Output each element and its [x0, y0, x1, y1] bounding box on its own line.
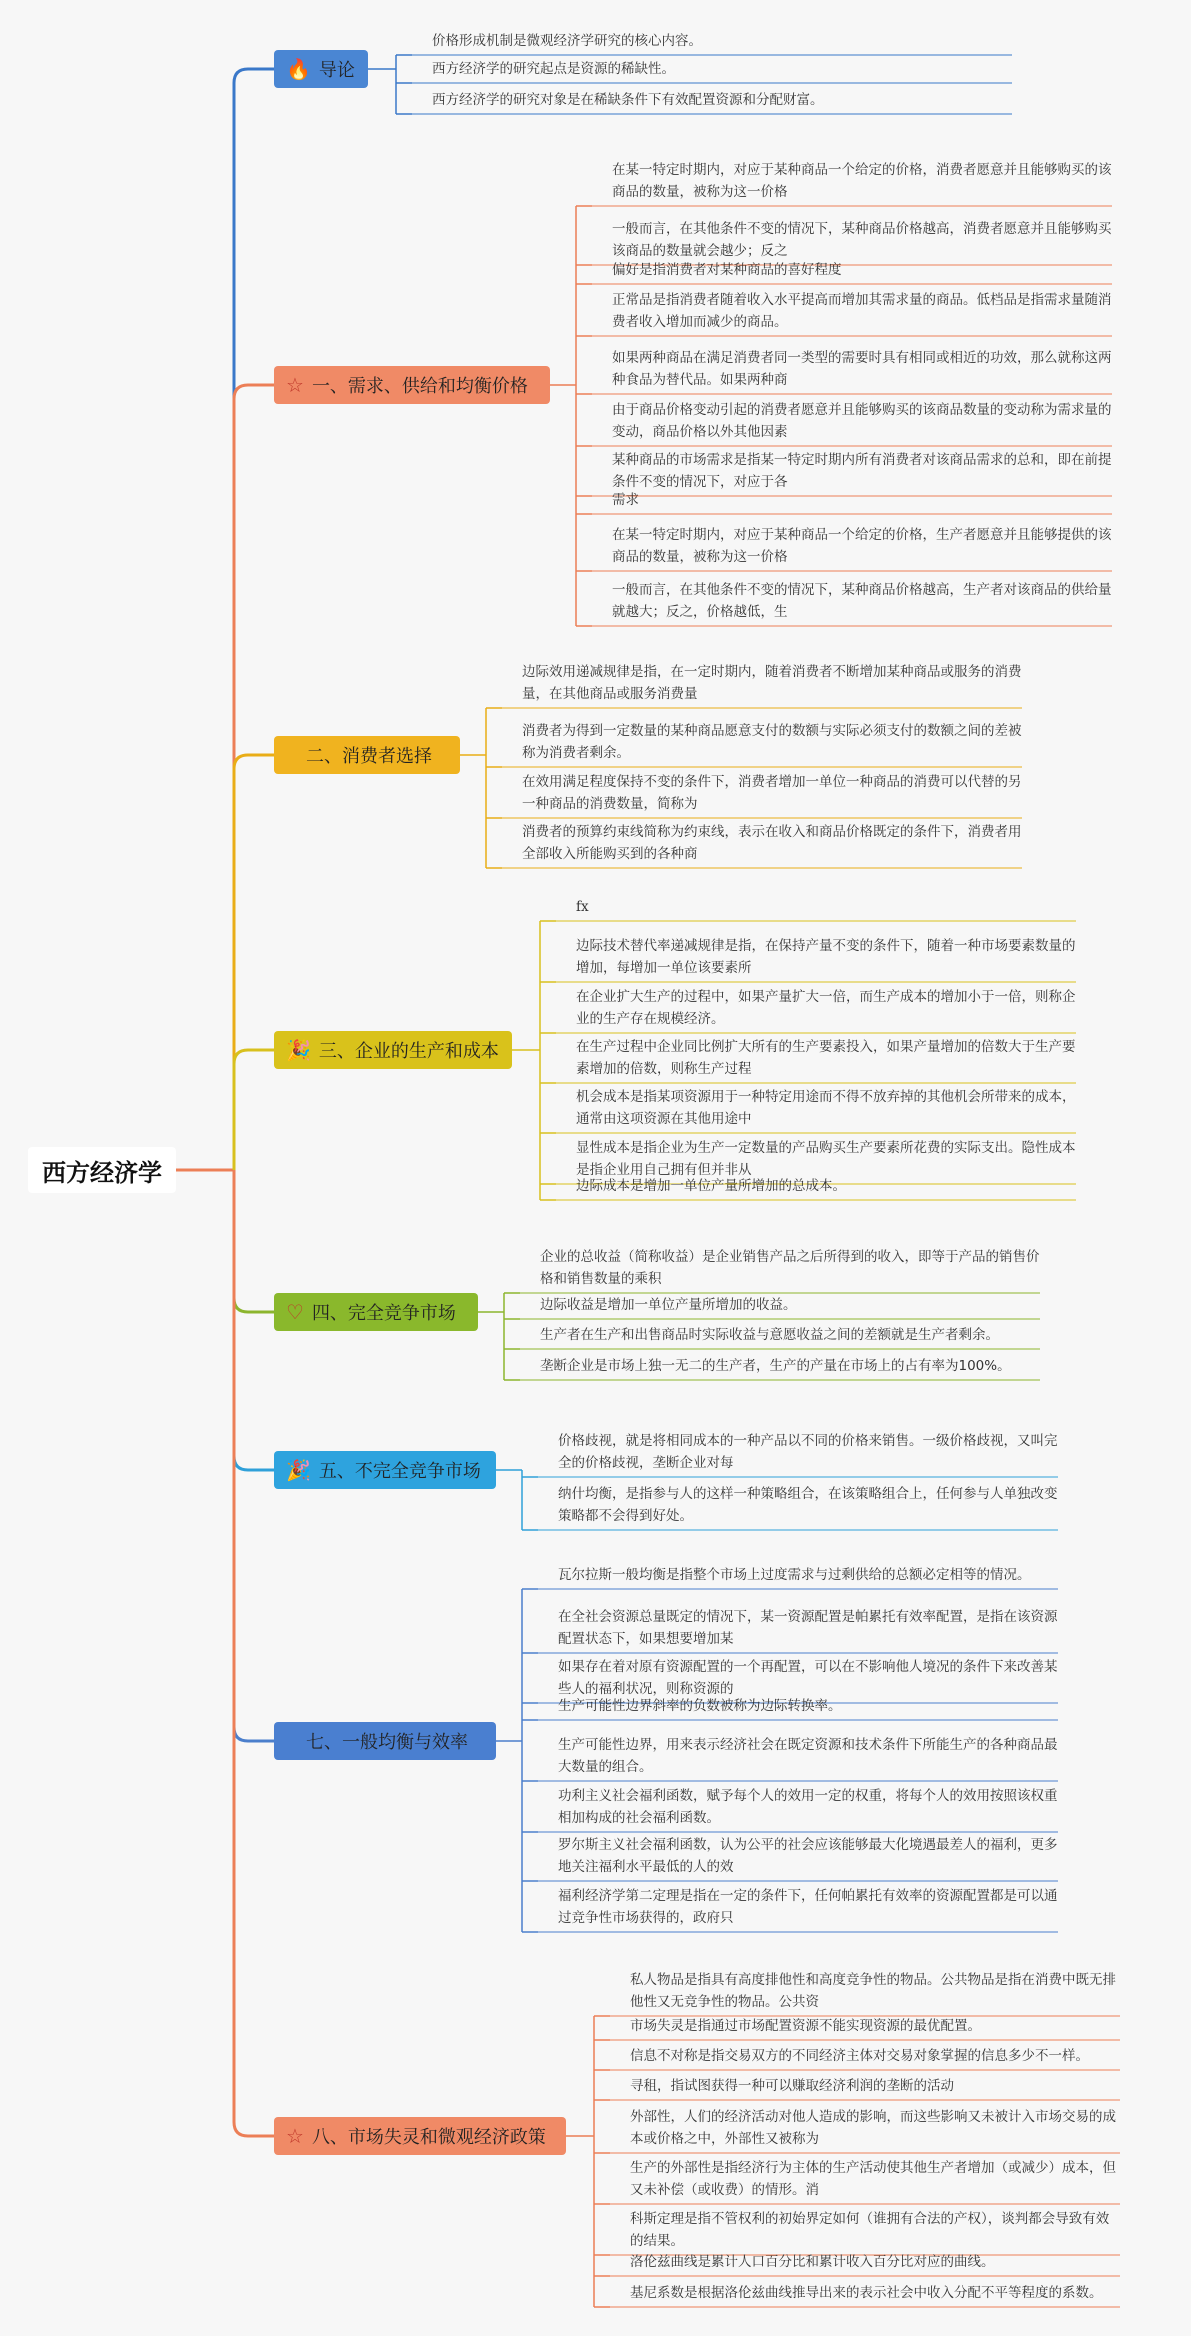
leaf-item[interactable]: 功利主义社会福利函数，赋予每个人的效用一定的权重，将每个人的效用按照该权重相加构成的社会福利函数。 [558, 1788, 1058, 1826]
leaf-item[interactable]: 在效用满足程度保持不变的条件下，消费者增加一单位一种商品的消费可以代替的另一种商品的消费数量，简称为 [522, 774, 1022, 812]
leaf-item[interactable]: 边际效用递减规律是指，在一定时期内，随着消费者不断增加某种商品或服务的消费量，在其他商品或服务消费量 [522, 664, 1022, 702]
leaf-item[interactable]: 生产的外部性是指经济行为主体的生产活动使其他生产者增加（或减少）成本，但又未补偿（或收费）的情形。消 [630, 2160, 1116, 2198]
leaf-item[interactable]: 一般而言，在其他条件不变的情况下，某种商品价格越高，消费者愿意并且能够购买该商品的数量就会越少；反之 [612, 221, 1112, 259]
leaf-item[interactable]: 基尼系数是根据洛伦兹曲线推导出来的表示社会中收入分配不平等程度的系数。 [630, 2285, 1103, 2301]
leaf-item[interactable]: 在生产过程中企业同比例扩大所有的生产要素投入，如果产量增加的倍数大于生产要素增加的倍数，则称生产过程 [576, 1039, 1076, 1077]
party-popper-icon: 🎉 [286, 1038, 311, 1062]
leaf-item[interactable]: 外部性，人们的经济活动对他人造成的影响，而这些影响又未被计入市场交易的成本或价格之中，外部性又被称为 [630, 2109, 1116, 2147]
leaf-item[interactable]: 信息不对称是指交易双方的不同经济主体对交易对象掌握的信息多少不一样。 [630, 2048, 1089, 2064]
leaf-item[interactable]: 价格形成机制是微观经济学研究的核心内容。 [432, 33, 702, 49]
branch-label: 三、企业的生产和成本 [318, 1041, 499, 1062]
leaf-item[interactable]: 显性成本是指企业为生产一定数量的产品购买生产要素所花费的实际支出。隐性成本是指企业用自己拥有但并非从 [576, 1140, 1076, 1178]
branch-node[interactable] [274, 1031, 512, 1069]
branch-node[interactable] [274, 366, 550, 404]
heart-icon: ♡ [286, 1300, 304, 1324]
branch-label: 五、不完全竞争市场 [318, 1461, 481, 1482]
star-icon: ☆ [286, 2124, 304, 2148]
leaf-item[interactable]: 在企业扩大生产的过程中，如果产量扩大一倍，而生产成本的增加小于一倍，则称企业的生产存在规模经济。 [576, 989, 1076, 1027]
leaf-item[interactable]: 正常品是指消费者随着收入水平提高而增加其需求量的商品。低档品是指需求量随消费者收入增加而减少的商品。 [612, 292, 1112, 330]
leaf-item[interactable]: 科斯定理是指不管权利的初始界定如何（谁拥有合法的产权），谈判都会导致有效的结果。 [630, 2211, 1110, 2249]
leaf-item[interactable]: 生产者在生产和出售商品时实际收益与意愿收益之间的差额就是生产者剩余。 [540, 1327, 999, 1343]
fire-icon: 🔥 [286, 57, 311, 81]
leaf-item[interactable]: 在某一特定时期内，对应于某种商品一个给定的价格，生产者愿意并且能够提供的该商品的数量，被称为这一价格 [612, 527, 1112, 565]
leaf-item[interactable]: 消费者的预算约束线简称为约束线，表示在收入和商品价格既定的条件下，消费者用全部收入所能购买到的各种商 [522, 824, 1022, 862]
branch-node[interactable] [274, 1722, 496, 1760]
leaf-item[interactable]: 需求 [612, 492, 639, 508]
branch-label: 七、一般均衡与效率 [306, 1732, 468, 1753]
branch-connector [234, 1170, 274, 1741]
branch-node[interactable] [274, 2117, 566, 2155]
leaf-item[interactable]: 垄断企业是市场上独一无二的生产者，生产的产量在市场上的占有率为100%。 [540, 1358, 1011, 1374]
leaf-item[interactable]: 寻租，指试图获得一种可以赚取经济利润的垄断的活动 [630, 2078, 954, 2094]
party-popper-icon: 🎉 [286, 1458, 311, 1482]
branch-label: 一、需求、供给和均衡价格 [311, 376, 528, 397]
leaf-item[interactable]: 瓦尔拉斯一般均衡是指整个市场上过度需求与过剩供给的总额必定相等的情况。 [558, 1567, 1031, 1583]
branch-label: 导论 [318, 60, 355, 81]
leaf-item[interactable]: 如果两种商品在满足消费者同一类型的需要时具有相同或相近的功效，那么就称这两种食品为替代品。如果两种商 [612, 350, 1112, 388]
leaf-item[interactable]: 西方经济学的研究对象是在稀缺条件下有效配置资源和分配财富。 [432, 92, 824, 108]
branch-label: 四、完全竞争市场 [311, 1303, 456, 1324]
branch-connector [234, 1170, 274, 1470]
star-icon: ☆ [286, 373, 304, 397]
leaf-item[interactable]: 罗尔斯主义社会福利函数，认为公平的社会应该能够最大化境遇最差人的福利，更多地关注福利水平最低的人的效 [558, 1837, 1058, 1875]
branch-connector [234, 755, 274, 1170]
leaf-item[interactable]: 洛伦兹曲线是累计人口百分比和累计收入百分比对应的曲线。 [630, 2254, 995, 2270]
leaf-item[interactable]: 价格歧视，就是将相同成本的一种产品以不同的价格来销售。一级价格歧视，又叫完全的价格歧视，垄断企业对每 [558, 1433, 1058, 1471]
leaf-item[interactable]: 边际技术替代率递减规律是指，在保持产量不变的条件下，随着一种市场要素数量的增加，每增加一单位该要素所 [576, 938, 1076, 976]
leaf-item[interactable]: 生产可能性边界，用来表示经济社会在既定资源和技术条件下所能生产的各种商品最大数量的组合。 [558, 1737, 1058, 1775]
branch-node[interactable] [274, 736, 460, 774]
branch-label: 二、消费者选择 [306, 746, 432, 767]
leaf-item[interactable]: 在全社会资源总量既定的情况下，某一资源配置是帕累托有效率配置，是指在该资源配置状态下，如果想要增加某 [558, 1609, 1058, 1647]
root-topic[interactable]: 西方经济学 [28, 1147, 176, 1193]
leaf-item[interactable]: 生产可能性边界斜率的负数被称为边际转换率。 [558, 1698, 842, 1714]
leaf-item[interactable]: 由于商品价格变动引起的消费者愿意并且能够购买的该商品数量的变动称为需求量的变动，商品价格以外其他因素 [612, 402, 1112, 440]
leaf-item[interactable]: 市场失灵是指通过市场配置资源不能实现资源的最优配置。 [630, 2018, 981, 2034]
leaf-item[interactable]: 机会成本是指某项资源用于一种特定用途而不得不放弃掉的其他机会所带来的成本，通常由这项资源在其他用途中 [576, 1089, 1076, 1127]
branch-connector [234, 1170, 274, 1312]
branch-node[interactable] [274, 1451, 496, 1489]
leaf-item[interactable]: 在某一特定时期内，对应于某种商品一个给定的价格，消费者愿意并且能够购买的该商品的数量，被称为这一价格 [612, 162, 1112, 200]
leaf-item[interactable]: 福利经济学第二定理是指在一定的条件下，任何帕累托有效率的资源配置都是可以通过竞争性市场获得的，政府只 [558, 1888, 1058, 1926]
leaf-item[interactable]: 一般而言，在其他条件不变的情况下，某种商品价格越高，生产者对该商品的供给量就越大；反之，价格越低，生 [612, 582, 1112, 620]
branch-connector [234, 69, 274, 1170]
leaf-item[interactable]: 西方经济学的研究起点是资源的稀缺性。 [432, 61, 675, 77]
branch-node[interactable] [274, 1293, 478, 1331]
branch-connector [234, 1050, 274, 1170]
leaf-item[interactable]: 边际成本是增加一单位产量所增加的总成本。 [576, 1178, 846, 1194]
leaf-item[interactable]: 边际收益是增加一单位产量所增加的收益。 [540, 1297, 797, 1313]
branch-label: 八、市场失灵和微观经济政策 [311, 2127, 546, 2148]
leaf-item[interactable]: 消费者为得到一定数量的某种商品愿意支付的数额与实际必须支付的数额之间的差被称为消费者剩余。 [522, 723, 1022, 761]
leaf-item[interactable]: 偏好是指消费者对某种商品的喜好程度 [612, 262, 842, 278]
leaf-item[interactable]: 某种商品的市场需求是指某一特定时期内所有消费者对该商品需求的总和，即在前提条件不变的情况下，对应于各 [612, 452, 1112, 490]
branch-connector [234, 1170, 274, 2136]
leaf-item[interactable]: 如果存在着对原有资源配置的一个再配置，可以在不影响他人境况的条件下来改善某些人的福利状况，则称资源的 [558, 1659, 1058, 1697]
leaf-item[interactable]: 纳什均衡，是指参与人的这样一种策略组合，在该策略组合上，任何参与人单独改变策略都不会得到好处。 [558, 1486, 1058, 1524]
leaf-item[interactable]: 私人物品是指具有高度排他性和高度竞争性的物品。公共物品是指在消费中既无排他性又无竞争性的物品。公共资 [630, 1972, 1116, 2010]
branch-node[interactable] [274, 50, 368, 88]
leaf-item[interactable]: 企业的总收益（简称收益）是企业销售产品之后所得到的收入，即等于产品的销售价格和销售数量的乘积 [540, 1249, 1040, 1287]
leaf-item[interactable]: fx [576, 899, 589, 915]
